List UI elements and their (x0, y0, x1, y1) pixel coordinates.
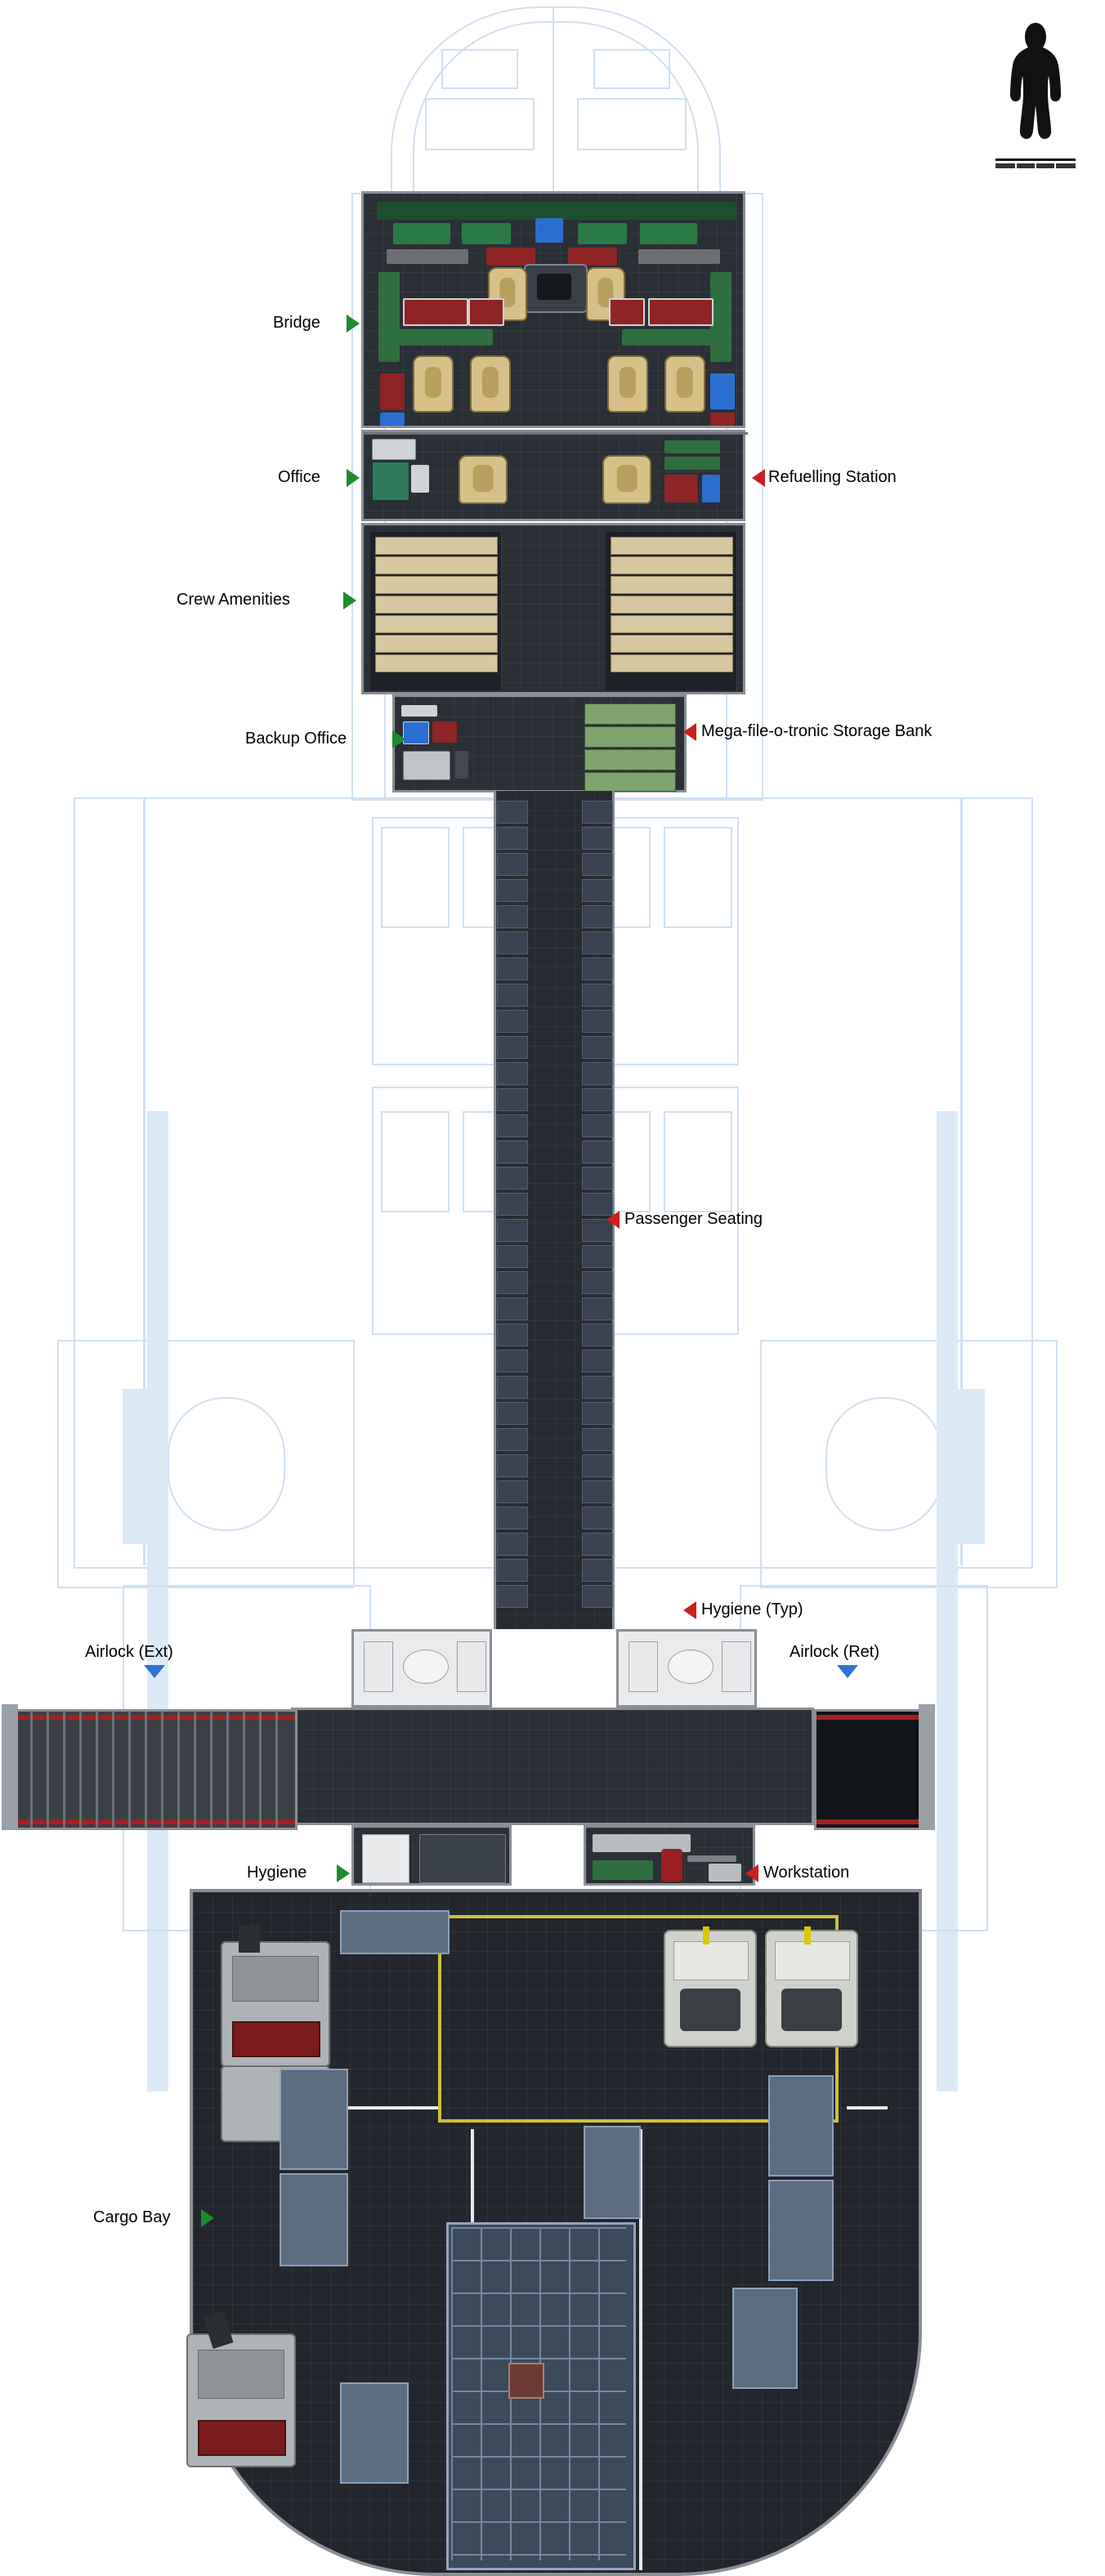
label-passenger-seating: Passenger Seating (624, 1210, 763, 1228)
workstation-marker-icon (745, 1864, 758, 1882)
label-airlock-ret: Airlock (Ret) (790, 1643, 880, 1661)
office-room (361, 430, 745, 521)
storage-bank-marker-icon (683, 723, 696, 741)
office-marker-icon (347, 469, 360, 487)
label-backup-office: Backup Office (245, 730, 347, 748)
refuelling-station-marker-icon (752, 469, 765, 487)
label-cargo-bay: Cargo Bay (93, 2208, 171, 2226)
crew-amenities-marker-icon (343, 592, 356, 609)
human-scale-figure (991, 8, 1080, 172)
hygiene-room-lower (351, 1825, 512, 1886)
airlock-ext-marker-icon (144, 1665, 165, 1678)
bridge-marker-icon (347, 315, 360, 333)
label-office: Office (278, 468, 320, 486)
label-hygiene-typ: Hygiene (Typ) (701, 1601, 803, 1618)
label-refuelling-station: Refuelling Station (768, 468, 897, 486)
passenger-seating-marker-icon (606, 1211, 620, 1229)
airlock-ret[interactable] (814, 1709, 925, 1830)
cargo-bay (190, 1889, 922, 2576)
hygiene-pod-right (616, 1629, 757, 1708)
crew-amenities-room (361, 523, 745, 694)
workstation-room (584, 1825, 755, 1886)
bridge-room (361, 191, 745, 428)
label-hygiene: Hygiene (247, 1864, 307, 1882)
airlock-ext[interactable] (15, 1709, 298, 1830)
label-crew-amenities: Crew Amenities (177, 591, 290, 609)
hygiene-typ-marker-icon (683, 1601, 696, 1619)
airlock-right-frame (919, 1704, 935, 1830)
cargo-bay-marker-icon (201, 2209, 214, 2227)
backup-office-marker-icon (392, 730, 405, 748)
hygiene-pod-left (351, 1629, 492, 1708)
airlock-cross-corridor (291, 1708, 814, 1825)
airlock-left-frame (2, 1704, 18, 1830)
label-workstation: Workstation (763, 1864, 850, 1882)
backup-office-room (392, 694, 687, 792)
hygiene-marker-icon (337, 1864, 350, 1882)
label-storage-bank: Mega-file-o-tronic Storage Bank (701, 722, 933, 740)
airlock-ret-marker-icon (837, 1665, 858, 1678)
label-airlock-ext: Airlock (Ext) (85, 1643, 173, 1661)
label-bridge: Bridge (273, 314, 320, 332)
